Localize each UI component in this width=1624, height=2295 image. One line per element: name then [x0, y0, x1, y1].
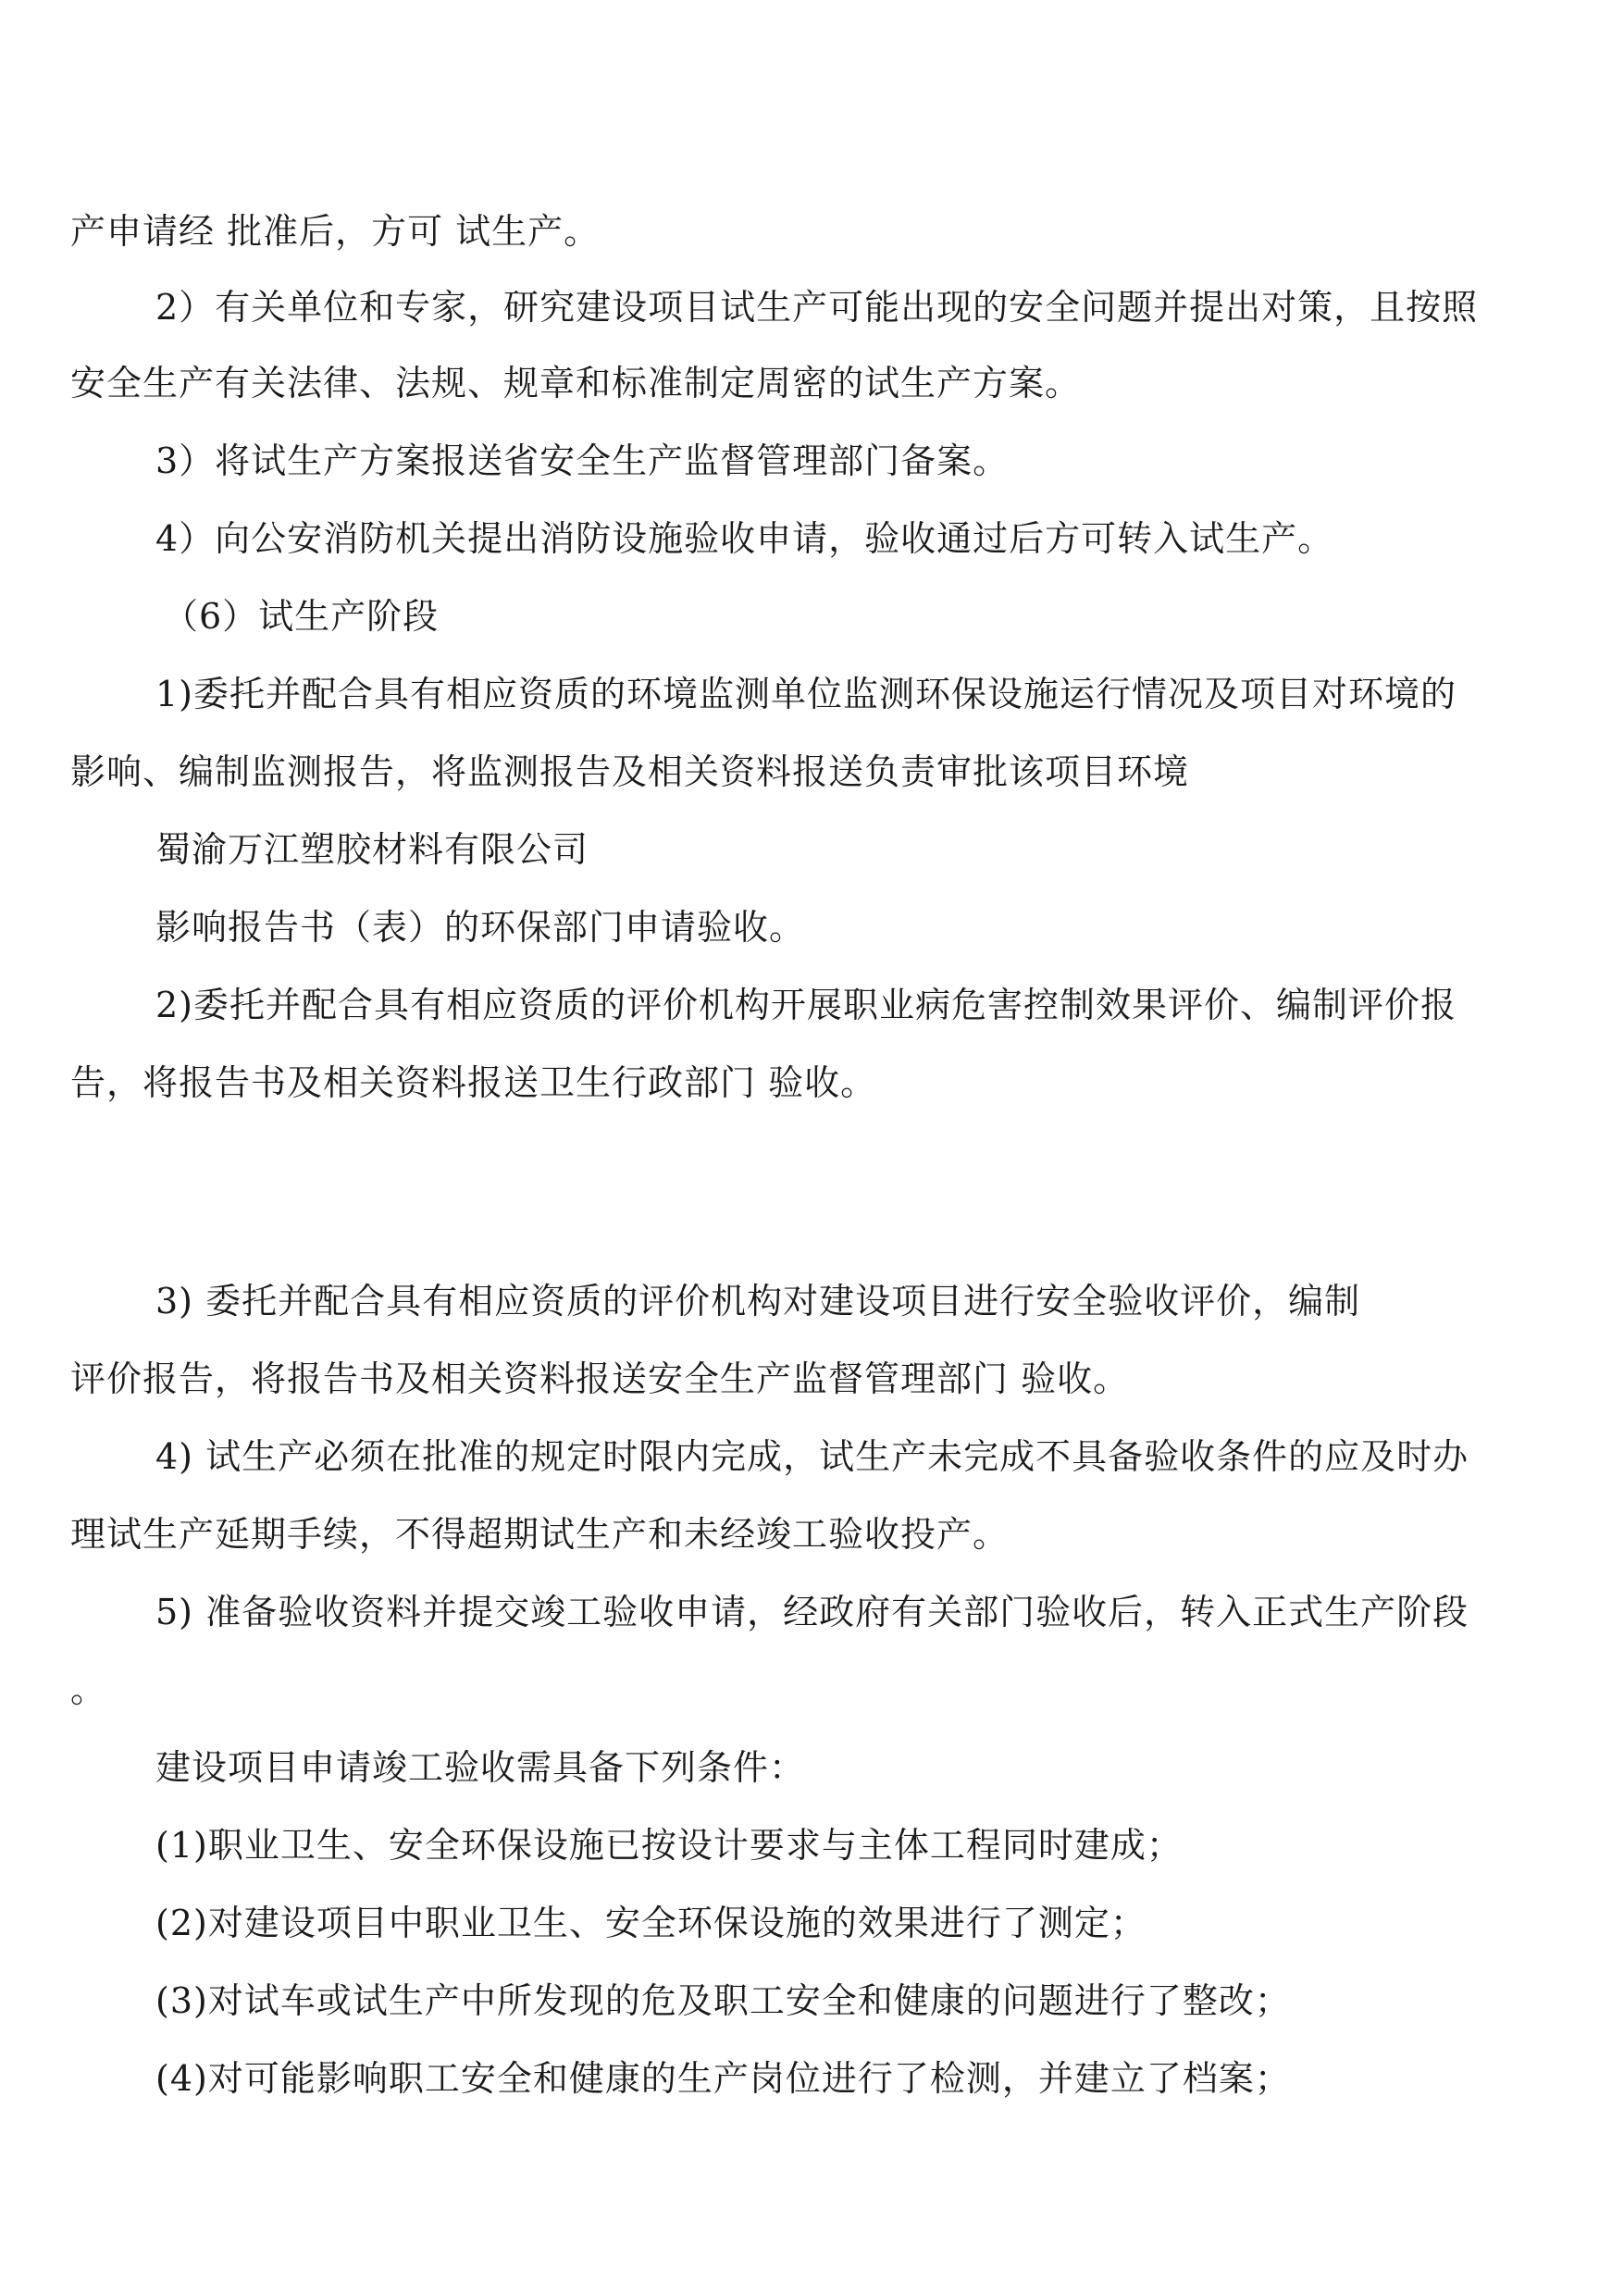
text-line: 影响、编制监测报告，将监测报告及相关资料报送负责审批该项目环境 [70, 751, 1190, 792]
list-item: (1)职业卫生、安全环保设施已按设计要求与主体工程同时建成； [155, 1825, 1183, 1866]
company-name: 蜀渝万江塑胶材料有限公司 [155, 829, 589, 870]
text-line: 1)委托并配合具有相应资质的环境监测单位监测环保设施运行情况及项目对环境的 [155, 674, 1457, 714]
text-line: 2)委托并配合具有相应资质的评价机构开展职业病危害控制效果评价、编制评价报 [155, 985, 1457, 1025]
text-line: 评价报告，将报告书及相关资料报送安全生产监督管理部门 验收。 [70, 1358, 1130, 1399]
text-line: 影响报告书（表）的环保部门申请验收。 [155, 907, 806, 948]
text-line: 安全生产有关法律、法规、规章和标准制定周密的试生产方案。 [70, 363, 1082, 403]
list-item: (3)对试车或试生产中所发现的危及职工安全和健康的问题进行了整改； [155, 1980, 1291, 2021]
text-line: 告，将报告书及相关资料报送卫生行政部门 验收。 [70, 1062, 877, 1103]
text-line: 3) 委托并配合具有相应资质的评价机构对建设项目进行安全验收评价，编制 [155, 1281, 1361, 1321]
list-item: (2)对建设项目中职业卫生、安全环保设施的效果进行了测定； [155, 1903, 1147, 1943]
text-line: 3）将试生产方案报送省安全生产监督管理部门备案。 [155, 440, 1010, 481]
section-heading: （6）试生产阶段 [163, 596, 440, 637]
text-line: 4) 试生产必须在批准的规定时限内完成，试生产未完成不具备验收条件的应及时办 [155, 1436, 1469, 1477]
text-line: 2）有关单位和专家，研究建设项目试生产可能出现的安全问题并提出对策，且按照 [155, 287, 1479, 328]
text-line: 产申请经 批准后，方可 试生产。 [70, 211, 601, 252]
text-line: 理试生产延期手续，不得超期试生产和未经竣工验收投产。 [70, 1514, 1010, 1555]
list-item: (4)对可能影响职工安全和健康的生产岗位进行了检测，并建立了档案； [155, 2058, 1291, 2099]
text-line: 建设项目申请竣工验收需具备下列条件： [155, 1747, 806, 1788]
text-line: 4）向公安消防机关提出消防设施验收申请，验收通过后方可转入试生产。 [155, 518, 1334, 559]
text-line: 5) 准备验收资料并提交竣工验收申请，经政府有关部门验收后，转入正式生产阶段 [155, 1592, 1469, 1632]
text-line: 。 [70, 1669, 107, 1710]
